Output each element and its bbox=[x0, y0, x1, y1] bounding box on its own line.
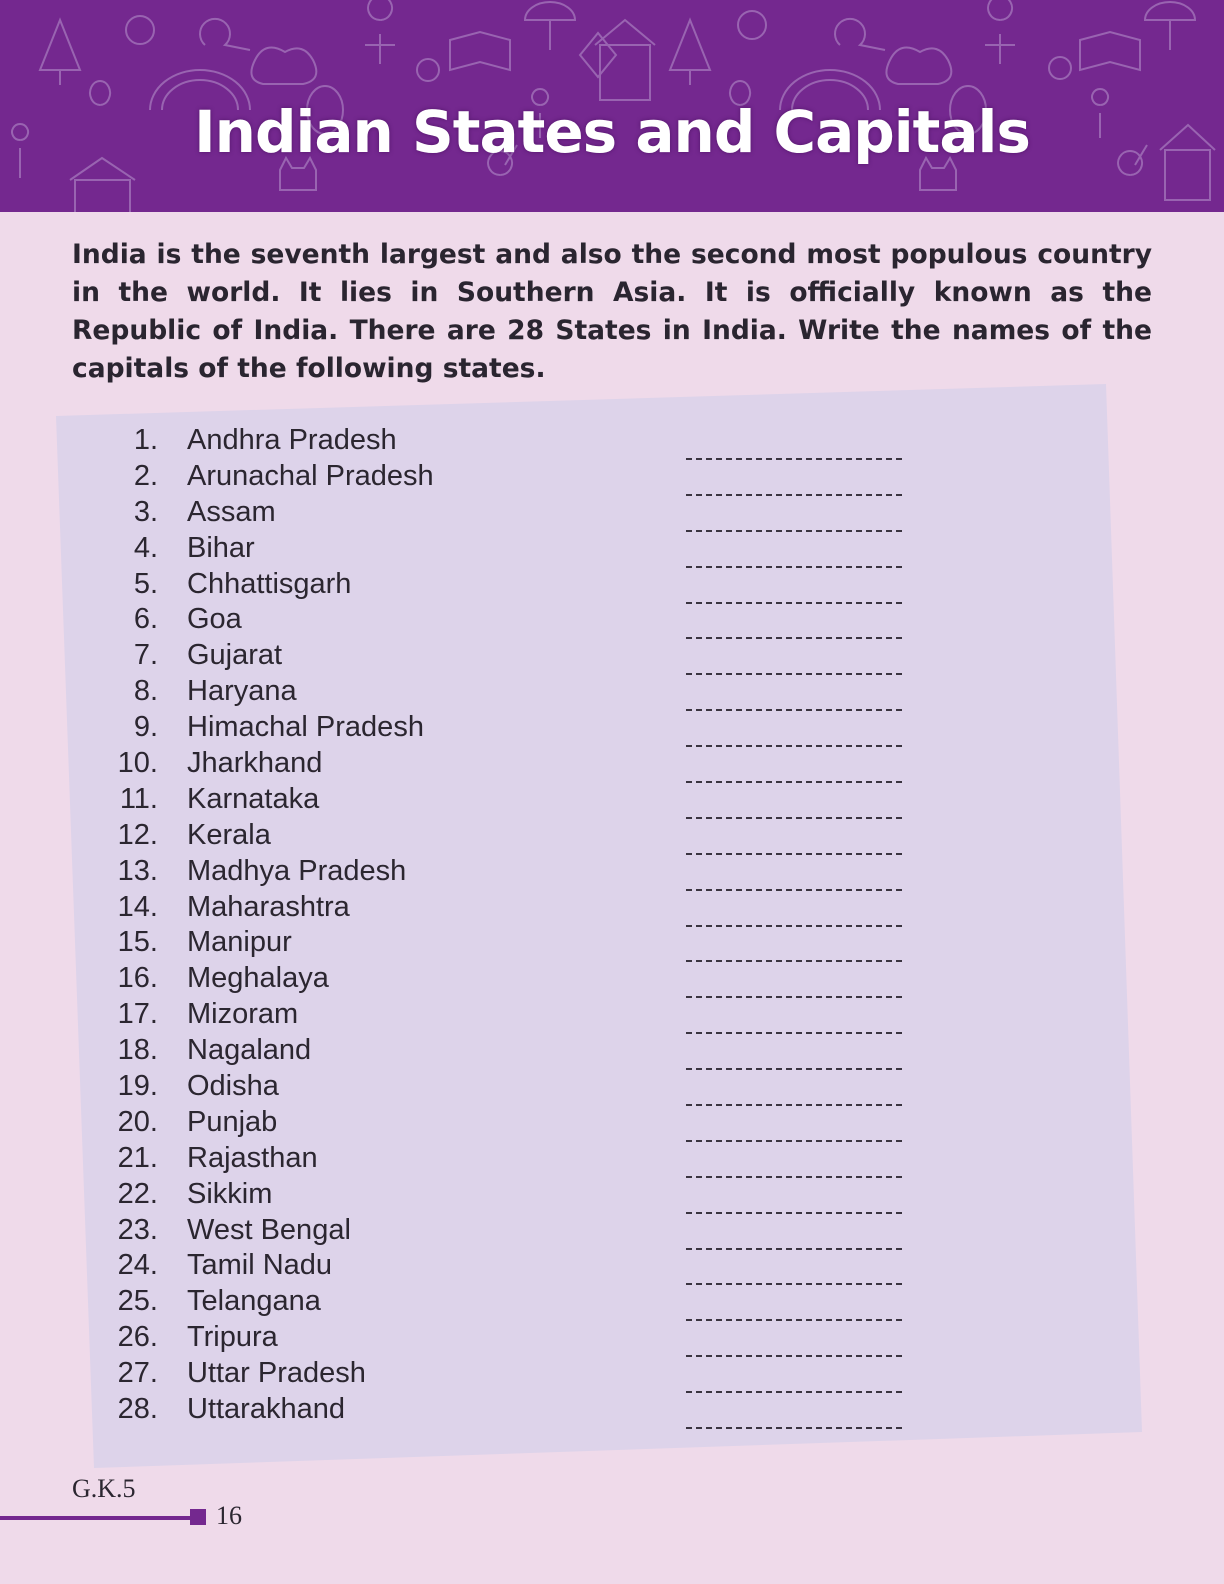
list-item bbox=[0, 460, 1224, 496]
item-number: 17. bbox=[117, 998, 158, 1031]
state-name: Bihar bbox=[187, 531, 255, 564]
item-number: 1. bbox=[133, 424, 158, 456]
list-item bbox=[0, 1142, 1224, 1178]
capital-answer-blank[interactable] bbox=[686, 1331, 902, 1357]
list-item bbox=[0, 891, 1224, 927]
state-name: Mizoram bbox=[187, 998, 299, 1031]
state-name: Assam bbox=[187, 495, 276, 528]
capital-answer-blank[interactable] bbox=[686, 972, 902, 998]
umbrella-doodle bbox=[1145, 2, 1195, 50]
house-doodle bbox=[600, 45, 650, 100]
list-item bbox=[0, 1357, 1224, 1393]
list-item bbox=[0, 998, 1224, 1034]
capital-answer-blank[interactable] bbox=[686, 1116, 902, 1142]
list-item bbox=[0, 1321, 1224, 1357]
state-name: Andhra Pradesh bbox=[187, 424, 397, 456]
item-number: 11. bbox=[119, 782, 158, 815]
item-number: 20. bbox=[117, 1105, 158, 1138]
capital-answer-blank[interactable] bbox=[686, 1403, 902, 1429]
item-number: 12. bbox=[117, 818, 158, 851]
item-number: 27. bbox=[117, 1357, 158, 1390]
capital-answer-blank[interactable] bbox=[686, 1008, 902, 1034]
item-number: 4. bbox=[133, 531, 158, 564]
capital-answer-blank[interactable] bbox=[686, 542, 902, 568]
ball-doodle bbox=[417, 59, 439, 81]
list-item bbox=[0, 424, 1224, 460]
capital-answer-blank[interactable] bbox=[686, 613, 902, 639]
snail-doodle bbox=[200, 19, 250, 50]
item-number: 16. bbox=[117, 962, 158, 995]
list-item bbox=[0, 675, 1224, 711]
list-item bbox=[0, 1106, 1224, 1142]
state-name: Telangana bbox=[187, 1285, 321, 1318]
state-name: Rajasthan bbox=[187, 1141, 318, 1174]
book-doodle bbox=[1080, 32, 1140, 70]
list-item bbox=[0, 1070, 1224, 1106]
item-number: 2. bbox=[133, 459, 158, 492]
item-number: 3. bbox=[133, 495, 158, 528]
kid-doodle bbox=[365, 0, 395, 64]
state-name: Meghalaya bbox=[187, 962, 329, 995]
capital-answer-blank[interactable] bbox=[686, 793, 902, 819]
item-number: 9. bbox=[133, 711, 158, 744]
list-item bbox=[0, 962, 1224, 998]
capital-answer-blank[interactable] bbox=[686, 829, 902, 855]
capital-answer-blank[interactable] bbox=[686, 865, 902, 891]
list-item bbox=[0, 783, 1224, 819]
capital-answer-blank[interactable] bbox=[686, 1367, 902, 1393]
capital-answer-blank[interactable] bbox=[686, 1044, 902, 1070]
list-item bbox=[0, 603, 1224, 639]
tree-doodle bbox=[40, 20, 80, 85]
state-name: Tripura bbox=[187, 1321, 278, 1354]
list-item bbox=[0, 1249, 1224, 1285]
state-name: Uttar Pradesh bbox=[187, 1357, 366, 1390]
cloud-doodle bbox=[251, 48, 316, 85]
state-name: Uttarakhand bbox=[187, 1393, 345, 1426]
capital-answer-blank[interactable] bbox=[686, 901, 902, 927]
list-item bbox=[0, 926, 1224, 962]
state-name: Odisha bbox=[187, 1070, 279, 1103]
list-item bbox=[0, 747, 1224, 783]
capital-answer-blank[interactable] bbox=[686, 1080, 902, 1106]
sun-doodle bbox=[738, 11, 766, 39]
state-name: Tamil Nadu bbox=[187, 1249, 333, 1282]
cloud-doodle bbox=[886, 48, 951, 85]
footer-square-icon bbox=[190, 1509, 206, 1525]
item-number: 14. bbox=[117, 890, 158, 923]
capital-answer-blank[interactable] bbox=[686, 1224, 902, 1250]
list-item bbox=[0, 532, 1224, 568]
list-item bbox=[0, 496, 1224, 532]
item-number: 22. bbox=[117, 1177, 158, 1210]
capital-answer-blank[interactable] bbox=[686, 1188, 902, 1214]
state-name: Arunachal Pradesh bbox=[187, 459, 434, 492]
capital-answer-blank[interactable] bbox=[686, 1295, 902, 1321]
list-item bbox=[0, 855, 1224, 891]
book-code: G.K.5 bbox=[72, 1474, 136, 1503]
kite-doodle bbox=[580, 33, 616, 77]
page-title: Indian States and Capitals bbox=[194, 98, 1030, 166]
item-number: 25. bbox=[117, 1285, 158, 1318]
state-name: Gujarat bbox=[187, 639, 283, 672]
item-number: 6. bbox=[133, 603, 158, 636]
item-number: 23. bbox=[117, 1213, 158, 1246]
item-number: 7. bbox=[133, 639, 158, 672]
list-item bbox=[0, 1034, 1224, 1070]
capital-answer-blank[interactable] bbox=[686, 649, 902, 675]
state-name: Goa bbox=[187, 603, 242, 636]
list-item bbox=[0, 711, 1224, 747]
item-number: 5. bbox=[133, 567, 158, 600]
header-banner bbox=[0, 0, 1224, 212]
item-number: 15. bbox=[117, 926, 158, 959]
list-item bbox=[0, 1214, 1224, 1250]
sun-doodle bbox=[126, 16, 154, 44]
item-number: 19. bbox=[117, 1070, 158, 1103]
state-name: Madhya Pradesh bbox=[187, 854, 407, 887]
page-number: 16 bbox=[216, 1501, 242, 1530]
capital-answer-blank[interactable] bbox=[686, 470, 902, 496]
list-item bbox=[0, 1285, 1224, 1321]
item-number: 26. bbox=[117, 1321, 158, 1354]
item-number: 10. bbox=[117, 747, 158, 780]
capital-answer-blank[interactable] bbox=[686, 685, 902, 711]
item-number: 21. bbox=[117, 1141, 158, 1174]
list-item bbox=[0, 568, 1224, 604]
capital-answer-blank[interactable] bbox=[686, 1259, 902, 1285]
kid-doodle bbox=[985, 0, 1015, 64]
state-name: Maharashtra bbox=[187, 890, 350, 923]
list-item bbox=[0, 1178, 1224, 1214]
capital-answer-blank[interactable] bbox=[686, 434, 902, 460]
house-doodle bbox=[75, 180, 130, 212]
item-number: 8. bbox=[133, 675, 158, 708]
item-number: 18. bbox=[117, 1034, 158, 1067]
capital-answer-blank[interactable] bbox=[686, 936, 902, 962]
tree-doodle bbox=[670, 20, 710, 85]
capital-answer-blank[interactable] bbox=[686, 757, 902, 783]
state-name: Sikkim bbox=[187, 1177, 273, 1210]
list-item bbox=[0, 639, 1224, 675]
item-number: 24. bbox=[117, 1249, 158, 1282]
state-name: Haryana bbox=[187, 675, 297, 708]
item-number: 28. bbox=[117, 1393, 158, 1426]
state-name: Jharkhand bbox=[187, 747, 323, 780]
umbrella-doodle bbox=[525, 2, 575, 50]
state-name: Punjab bbox=[187, 1105, 278, 1138]
item-number: 13. bbox=[117, 854, 158, 887]
footer-rule bbox=[0, 1516, 192, 1520]
ball-doodle bbox=[1049, 57, 1071, 79]
state-name: West Bengal bbox=[187, 1213, 351, 1246]
list-item bbox=[0, 1393, 1224, 1429]
capital-answer-blank[interactable] bbox=[686, 721, 902, 747]
state-name: Himachal Pradesh bbox=[187, 711, 424, 744]
list-item bbox=[0, 819, 1224, 855]
book-doodle bbox=[450, 32, 510, 70]
state-name: Nagaland bbox=[187, 1034, 312, 1067]
snail-doodle bbox=[835, 19, 885, 50]
capital-answer-blank[interactable] bbox=[686, 1152, 902, 1178]
state-name: Chhattisgarh bbox=[187, 567, 352, 600]
state-name: Karnataka bbox=[187, 782, 320, 815]
state-list bbox=[0, 424, 1224, 1429]
state-name: Kerala bbox=[187, 818, 271, 851]
capital-answer-blank[interactable] bbox=[686, 578, 902, 604]
intro-paragraph: India is the seventh largest and also the second most populous country in the world. It lies in Southern Asia. It is officially known as the Republic of India. There are 28 States in India. Write the names of the capitals of the following states. bbox=[72, 239, 1152, 384]
capital-answer-blank[interactable] bbox=[686, 506, 902, 532]
state-name: Manipur bbox=[187, 926, 292, 959]
